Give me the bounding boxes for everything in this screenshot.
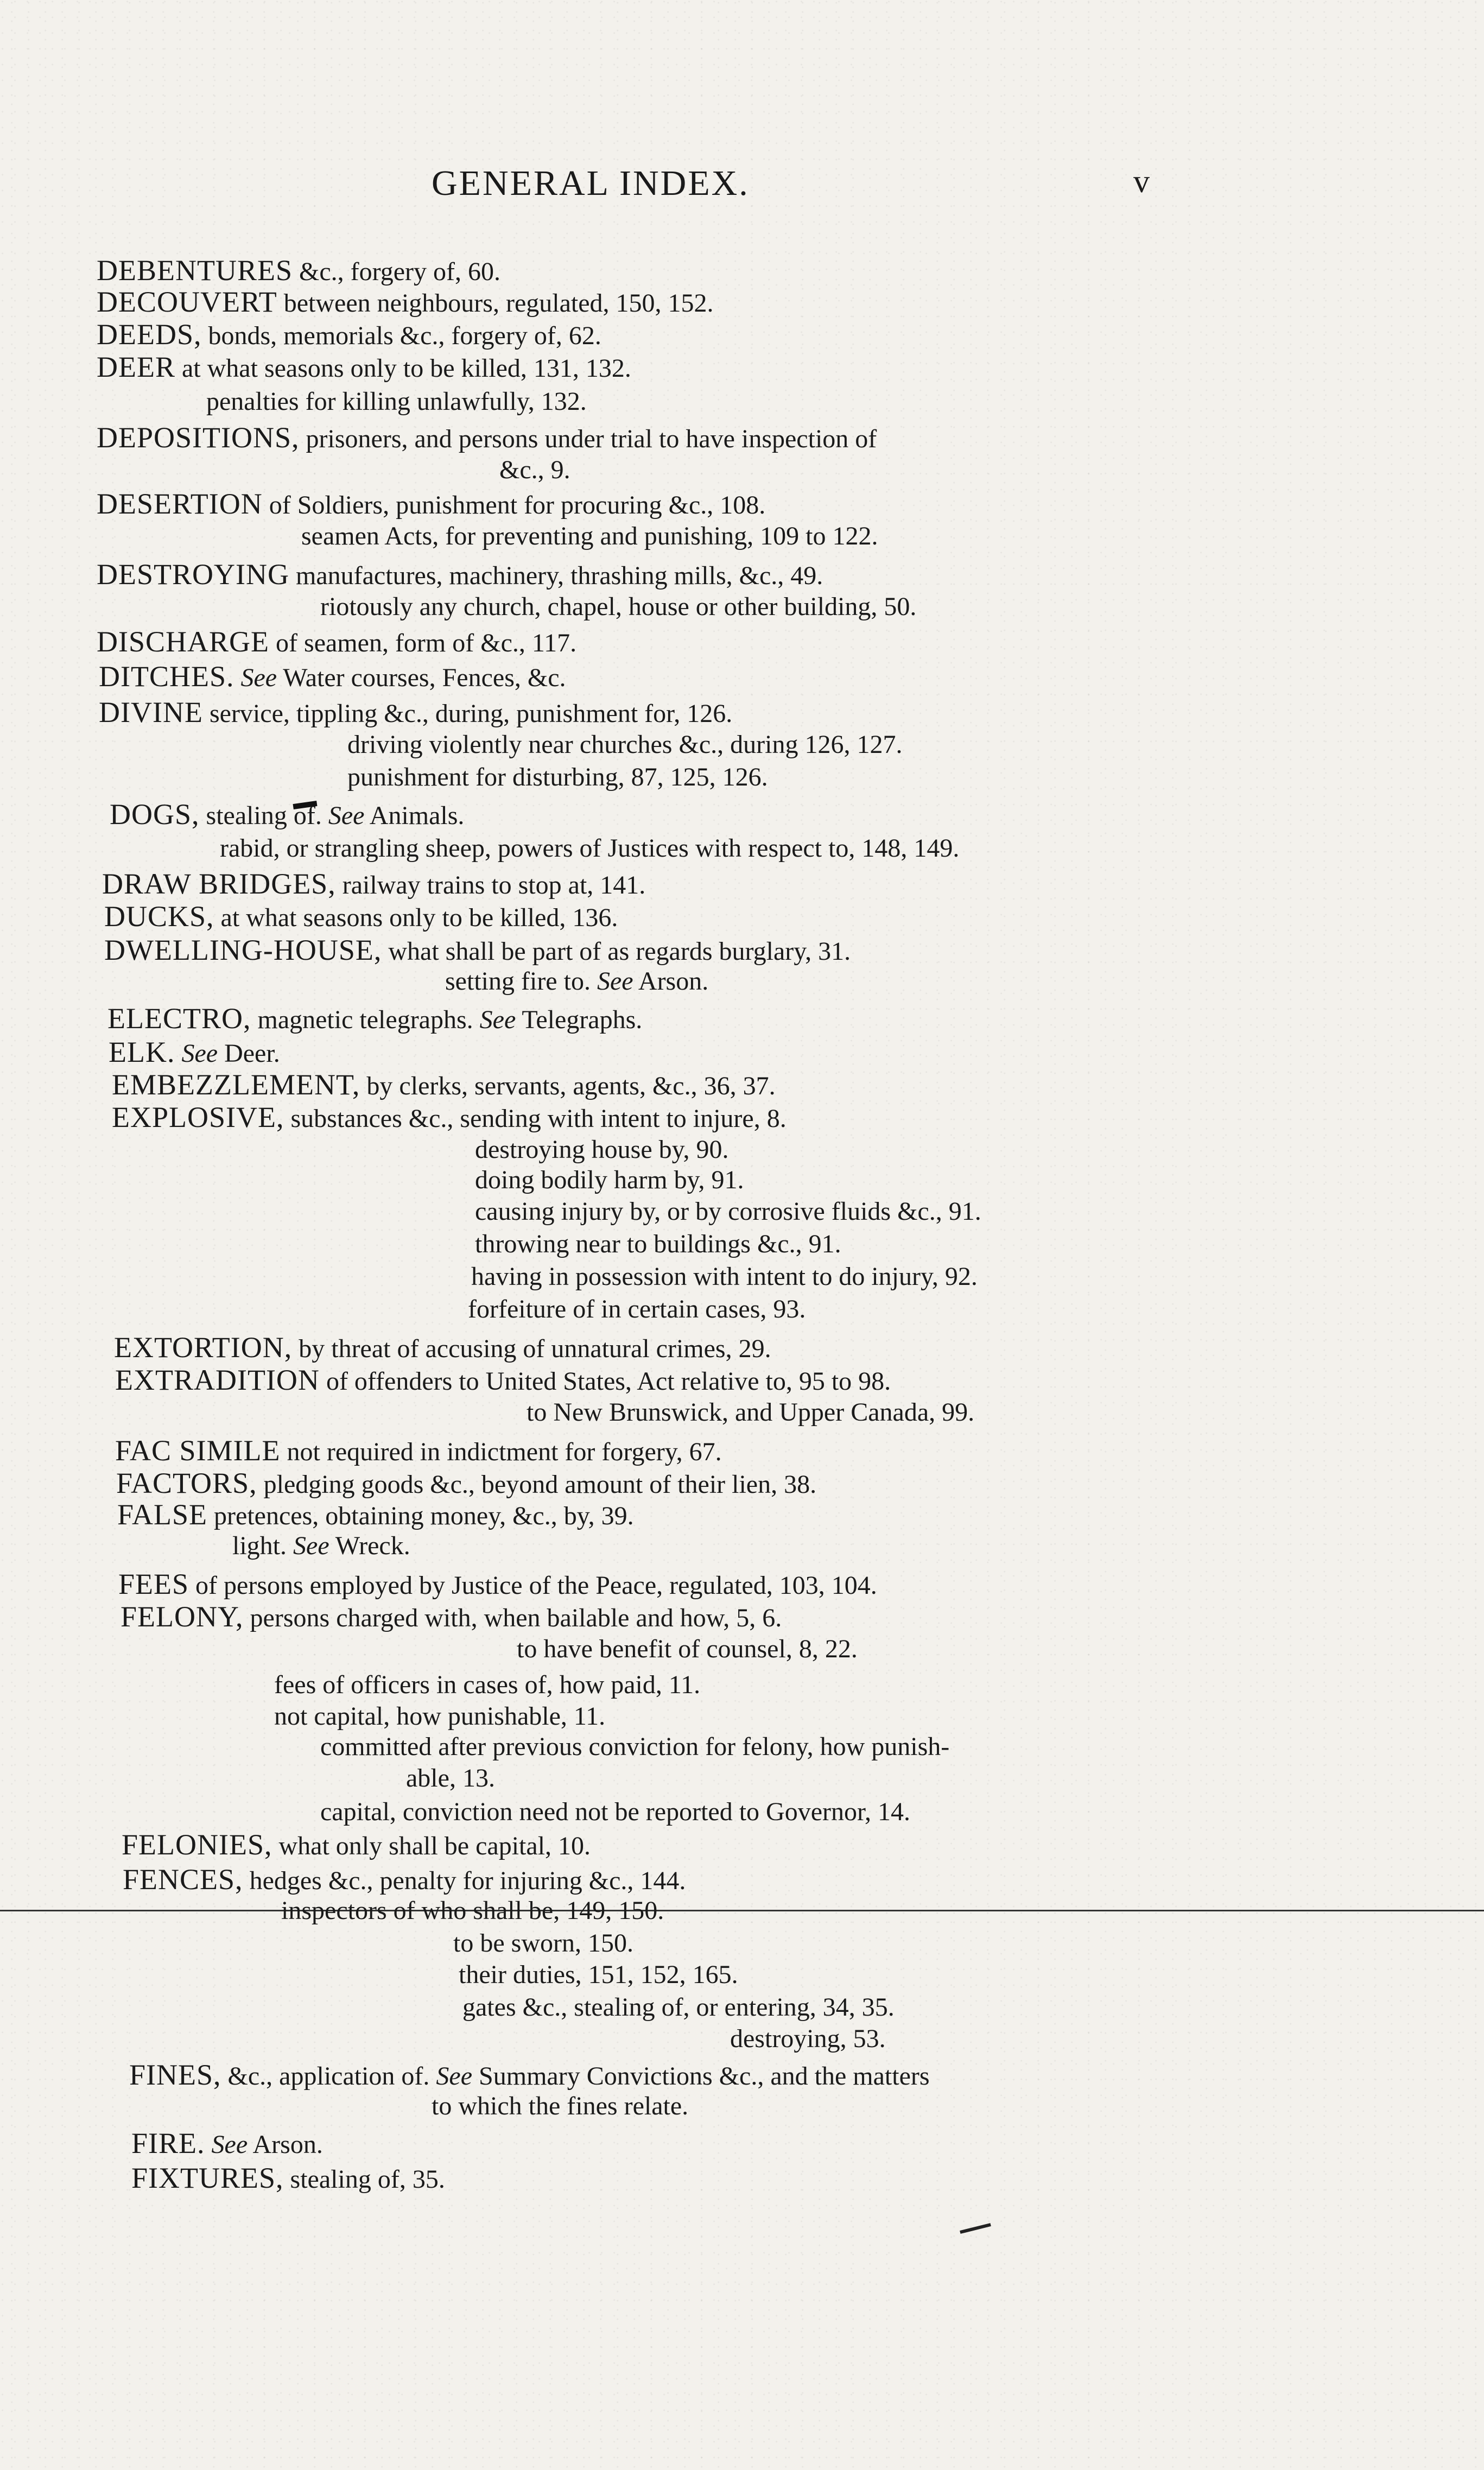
entry-text: throwing near to buildings &c., 91.	[475, 1230, 841, 1258]
entry-keyword: DEBENTURES	[97, 254, 293, 287]
index-entry	[104, 901, 618, 933]
entry-text: capital, conviction need not be reported to Governor, 14.	[320, 1797, 911, 1826]
entry-text: manufactures, machinery, thrashing mills, &c., 49.	[289, 561, 823, 590]
entry-keyword: FIXTURES,	[131, 2162, 284, 2194]
index-entry	[118, 1569, 877, 1601]
entry-text: gates &c., stealing of, or entering, 34, 35.	[462, 1993, 895, 2022]
entry-keyword: FAC SIMILE	[115, 1434, 281, 1467]
entry-text: what shall be part of as regards burglary, 31.	[382, 937, 851, 966]
index-entry	[320, 1732, 949, 1762]
entry-text: hedges &c., penalty for injuring &c., 144.	[243, 1866, 686, 1895]
index-entry	[115, 1435, 722, 1467]
index-entry	[114, 1332, 771, 1364]
ink-mark	[960, 2223, 991, 2234]
index-entry	[274, 1701, 605, 1732]
entry-keyword: FINES,	[129, 2059, 221, 2091]
see-reference: See	[211, 2130, 248, 2159]
entry-keyword: DITCHES.	[99, 660, 234, 693]
entry-text: Arson.	[248, 2130, 323, 2159]
index-entry	[475, 1135, 729, 1165]
entry-text: seamen Acts, for preventing and punishing, 109 to 122.	[301, 522, 878, 550]
index-entry	[301, 521, 878, 552]
index-entry	[97, 559, 823, 591]
entry-keyword: EMBEZZLEMENT,	[112, 1068, 360, 1101]
index-entry	[97, 626, 576, 658]
entry-keyword: DEER	[97, 351, 175, 383]
index-entry	[109, 1037, 280, 1069]
entry-text: at what seasons only to be killed, 131, 132.	[175, 354, 631, 383]
entry-text: driving violently near churches &c., during 126, 127.	[347, 730, 903, 759]
see-target: Telegraphs.	[516, 1005, 643, 1034]
entry-text: committed after previous conviction for felony, how punish-	[320, 1732, 950, 1761]
entry-text: persons charged with, when bailable and how, 5, 6.	[243, 1604, 782, 1632]
entry-text: by threat of accusing of unnatural crimes, 29.	[292, 1334, 771, 1363]
entry-keyword: DIVINE	[99, 696, 203, 729]
entry-text: between neighbours, regulated, 150, 152.	[277, 289, 714, 318]
entry-keyword: DEEDS,	[97, 318, 202, 351]
page-number: v	[1133, 163, 1150, 199]
index-entry	[104, 935, 851, 967]
index-entry	[115, 1365, 891, 1397]
index-entry	[320, 592, 916, 622]
index-entry	[320, 1797, 910, 1827]
index-entry	[445, 966, 708, 997]
entry-text: able, 13.	[406, 1764, 495, 1793]
entry-text: doing bodily harm by, 91.	[475, 1166, 744, 1194]
entry-text: pretences, obtaining money, &c., by, 39.	[207, 1502, 634, 1530]
entry-text: by clerks, servants, agents, &c., 36, 37.	[360, 1072, 776, 1100]
page-header	[0, 163, 1484, 212]
index-entry	[97, 422, 877, 454]
index-entry	[110, 799, 464, 831]
entry-keyword: EXPLOSIVE,	[112, 1101, 284, 1133]
entry-keyword: DEPOSITIONS,	[97, 421, 300, 454]
index-entry	[527, 1397, 974, 1428]
entry-keyword: FELONY,	[121, 1600, 244, 1633]
index-entry	[112, 1102, 787, 1134]
entry-text: of seamen, form of &c., 117.	[269, 629, 577, 657]
see-reference: See	[293, 1531, 329, 1560]
entry-keyword: DUCKS,	[104, 900, 214, 933]
entry-text: &c., 9.	[499, 455, 570, 484]
index-entry	[97, 319, 601, 351]
see-reference: See	[436, 2062, 473, 2091]
entry-text: their duties, 151, 152, 165.	[459, 1960, 738, 1989]
index-entry	[281, 1896, 664, 1926]
entry-keyword: FENCES,	[123, 1863, 243, 1896]
entry-text: forfeiture of in certain cases, 93.	[468, 1295, 806, 1323]
entry-text: &c., forgery of, 60.	[293, 257, 501, 286]
entry-text: to be sworn, 150.	[453, 1929, 633, 1958]
entry-keyword: DECOUVERT	[97, 286, 277, 318]
entry-text: of Soldiers, punishment for procuring &c., 108.	[262, 491, 766, 520]
see-target: Wreck.	[329, 1531, 410, 1560]
entry-keyword: DRAW BRIDGES,	[102, 867, 336, 900]
entry-text: to which the fines relate.	[432, 2092, 689, 2120]
entry-text: Deer.	[218, 1039, 280, 1068]
entry-keyword: FELONIES,	[122, 1828, 272, 1861]
entry-text: substances &c., sending with intent to injure, 8.	[284, 1104, 787, 1133]
entry-text: magnetic telegraphs.	[251, 1005, 473, 1034]
index-entry	[123, 1864, 686, 1896]
entry-text: inspectors of who shall be, 149, 150.	[281, 1896, 664, 1925]
entry-keyword: DWELLING-HOUSE,	[104, 934, 382, 966]
index-entry	[517, 1634, 858, 1664]
entry-text: fees of officers in cases of, how paid, 11.	[274, 1670, 701, 1699]
entry-keyword: DESERTION	[97, 487, 263, 520]
entry-text: having in possession with intent to do injury, 92.	[471, 1262, 978, 1291]
entry-keyword: FIRE.	[131, 2127, 205, 2159]
index-entry	[406, 1763, 495, 1794]
entry-keyword: DISCHARGE	[97, 625, 270, 658]
entry-text: railway trains to stop at, 141.	[335, 871, 646, 900]
index-entry	[97, 352, 631, 384]
entry-text: not required in indictment for forgery, 67.	[280, 1437, 722, 1466]
see-reference: See	[597, 967, 633, 996]
index-entry	[131, 2163, 445, 2195]
see-reference: See	[479, 1005, 516, 1034]
entry-text: penalties for killing unlawfully, 132.	[206, 387, 587, 416]
entry-text: causing injury by, or by corrosive fluids &c., 91.	[475, 1197, 981, 1226]
entry-text: of persons employed by Justice of the Peace, regulated, 103, 104.	[189, 1571, 877, 1600]
entry-text: riotously any church, chapel, house or other building, 50.	[320, 592, 917, 621]
entry-text: &c., application of.	[221, 2062, 430, 2091]
index-entry	[117, 1499, 634, 1531]
entry-text: setting fire to.	[445, 967, 591, 996]
see-reference: See	[240, 663, 277, 692]
index-entry	[97, 489, 765, 521]
entry-keyword: DOGS,	[110, 798, 200, 831]
entry-keyword: EXTORTION,	[114, 1331, 293, 1364]
entry-keyword: DESTROYING	[97, 558, 289, 591]
index-entry	[122, 1829, 591, 1861]
see-target: Animals.	[364, 801, 465, 830]
index-entry	[468, 1294, 806, 1325]
entry-text: stealing of, 35.	[283, 2165, 445, 2194]
entry-text: service, tippling &c., during, punishment for, 126.	[202, 699, 733, 728]
index-entry	[730, 2024, 886, 2054]
index-entry	[121, 1601, 782, 1633]
see-target: Summary Convictions &c., and the matters	[472, 2062, 930, 2091]
index-entry	[102, 869, 645, 901]
index-entry	[99, 697, 732, 729]
index-entry	[99, 661, 566, 693]
entry-text: stealing of.	[199, 801, 322, 830]
index-entry	[459, 1960, 738, 1990]
entry-text: Water courses, Fences, &c.	[277, 663, 566, 692]
index-entry	[475, 1165, 744, 1195]
entry-keyword: EXTRADITION	[115, 1364, 320, 1396]
see-reference: See	[328, 801, 365, 830]
index-entry	[471, 1262, 978, 1292]
index-entry	[453, 1928, 633, 1959]
entry-text: destroying, 53.	[730, 2024, 886, 2053]
index-entry	[232, 1531, 410, 1561]
entry-text: destroying house by, 90.	[475, 1135, 729, 1164]
index-entry	[116, 1468, 816, 1500]
see-target: Arson.	[633, 967, 709, 996]
entry-keyword: FEES	[118, 1568, 189, 1600]
entry-text: bonds, memorials &c., forgery of, 62.	[201, 321, 601, 350]
entry-text: to have benefit of counsel, 8, 22.	[517, 1635, 858, 1663]
entry-keyword: FACTORS,	[116, 1467, 257, 1499]
index-entry	[206, 387, 587, 417]
entry-text: of offenders to United States, Act relative to, 95 to 98.	[319, 1367, 891, 1396]
index-entry	[347, 730, 902, 760]
entry-text: what only shall be capital, 10.	[272, 1832, 591, 1860]
index-entry	[97, 287, 714, 319]
index-entry	[107, 1003, 642, 1035]
index-entry	[475, 1196, 981, 1227]
entry-text: prisoners, and persons under trial to have inspection of	[299, 425, 877, 453]
index-entry	[131, 2128, 323, 2160]
see-reference: See	[181, 1039, 218, 1068]
entry-keyword: FALSE	[117, 1498, 208, 1531]
index-entry	[274, 1670, 700, 1700]
entry-text: pledging goods &c., beyond amount of their lien, 38.	[257, 1470, 817, 1499]
entry-keyword: ELECTRO,	[107, 1002, 251, 1035]
index-entry	[432, 2091, 688, 2121]
entry-text: light.	[232, 1531, 287, 1560]
page-title: GENERAL INDEX.	[432, 163, 750, 203]
entry-text: not capital, how punishable, 11.	[274, 1702, 606, 1731]
index-entry	[347, 762, 768, 793]
index-entry	[112, 1069, 776, 1101]
entry-text: punishment for disturbing, 87, 125, 126.	[347, 763, 768, 791]
entry-text: rabid, or strangling sheep, powers of Justices with respect to, 148, 149.	[220, 834, 960, 863]
index-entry	[220, 833, 959, 864]
entry-text: at what seasons only to be killed, 136.	[214, 903, 618, 932]
entry-text: to New Brunswick, and Upper Canada, 99.	[527, 1398, 975, 1427]
index-entry	[475, 1229, 841, 1259]
entry-keyword: ELK.	[109, 1036, 175, 1068]
index-entry	[129, 2060, 930, 2092]
index-entry	[97, 255, 500, 287]
index-entry	[499, 455, 570, 485]
fold-line	[0, 1910, 1484, 1911]
index-entry	[462, 1992, 895, 2023]
